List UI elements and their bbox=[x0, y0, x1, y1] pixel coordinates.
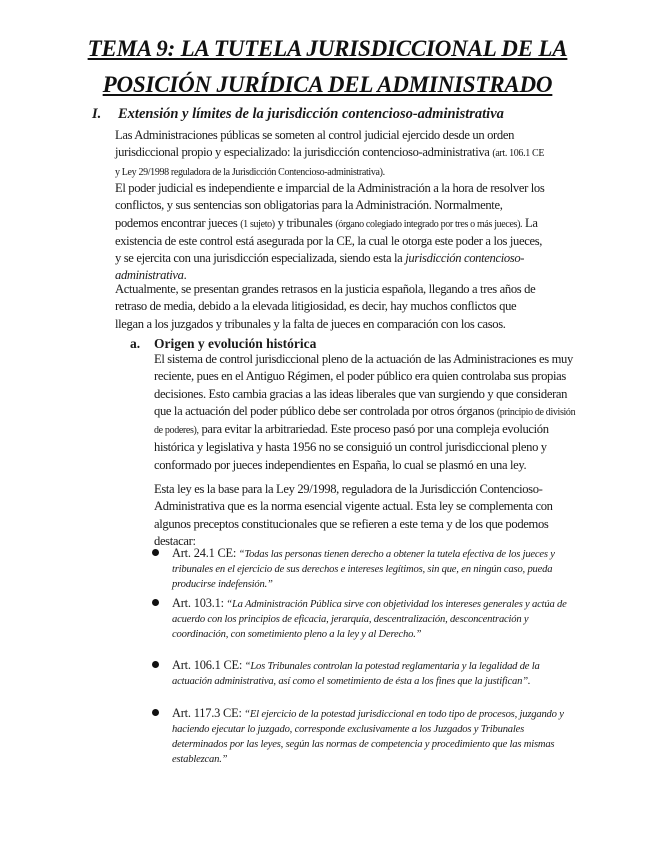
paragraph-2-text-c: La existencia de este control está asegurada por la CE, la cual le otorga este poder a los jueces, y se ejercita con una jurisdicción especializada, siendo esta la bbox=[115, 215, 543, 266]
section-title: Extensión y límites de la jurisdicción contencioso-administrativa bbox=[118, 106, 504, 122]
section-number: I. bbox=[92, 106, 102, 122]
paragraph-2-text-a: El poder judicial es independiente e imparcial de la Administración a la hora de resolver los conflictos, y sus sentencias son obligatorias para la Administración. Normalmente, podemos encontrar jueces bbox=[115, 181, 545, 230]
article-reference: Art. 103.1: bbox=[172, 596, 224, 610]
bullet-icon bbox=[152, 599, 159, 606]
paragraph-2-note-b: (órgano colegiado integrado por tres o más jueces). bbox=[335, 218, 523, 230]
paragraph-4-note: (principio de división de poderes), bbox=[154, 406, 576, 437]
paragraph-4-text-a: El sistema de control jurisdiccional pleno de la actuación de las Administraciones es muy reciente, pues en el Antiguo Régimen, el poder público era quien controlaba sus propias decisiones. Esto cambia gracias a las ideas liberales que van surgiendo y que consideran que la actuación del poder público debe ser controlada por otros órganos bbox=[154, 352, 573, 418]
paragraph-2-end: . bbox=[183, 268, 187, 283]
paragraph-2-italic-term: jurisdicción contencioso-administrativa bbox=[115, 251, 525, 283]
paragraph-5: Esta ley es la base para la Ley 29/1998, reguladora de la Jurisdicción Contencioso- Administrativa que es la norma esencial vigente actual. Esta ley se complementa con algunos preceptos constitucionales que se refieren a este tema y de los que podemos destacar: bbox=[154, 482, 553, 548]
paragraph-4-text-b: para evitar la arbitrariedad. Este proceso pasó por una compleja evolución histórica y legislativa y hasta 1956 no se consiguió un control jurisdiccional pleno y conformado por jueces independientes en España, lo cual se plasmó en una ley. bbox=[154, 422, 549, 472]
paragraph-1-text: Las Administraciones públicas se someten al control judicial ejercido desde un orden jurisdiccional propio y especializado: la jurisdicción contencioso-administrativa bbox=[115, 128, 515, 160]
list-item bbox=[172, 658, 577, 689]
list-item bbox=[172, 596, 577, 642]
list-item bbox=[172, 546, 577, 592]
bullet-icon bbox=[152, 709, 159, 716]
paragraph-2 bbox=[115, 180, 545, 285]
article-quote: “Los Tribunales controlan la potestad reglamentaria y la legalidad de la actuación administrativa, así como el sometimiento de ésta a los fines que la justifican”. bbox=[172, 661, 540, 687]
list-item bbox=[172, 706, 577, 767]
article-quote: “La Administración Pública sirve con objetividad los intereses generales y actúa de acuerdo con los principios de eficacia, jerarquía, descentralización, desconcentración y coordinación, con sometimiento pleno a la ley y al Derecho.” bbox=[172, 599, 567, 640]
article-reference: Art. 106.1 CE: bbox=[172, 658, 243, 672]
document-title-line-2: POSICIÓN JURÍDICA DEL ADMINISTRADO bbox=[102, 72, 553, 97]
article-reference: Art. 24.1 CE: bbox=[172, 546, 237, 560]
article-quote: “Todas las personas tienen derecho a obtener la tutela efectiva de los jueces y tribunales en el ejercicio de sus derechos e intereses legítimos, sin que, en ningún caso, pueda producirse indefensión.” bbox=[172, 549, 555, 590]
paragraph-4 bbox=[154, 351, 577, 474]
document-title-line-1: TEMA 9: LA TUTELA JURISDICCIONAL DE LA bbox=[87, 36, 568, 61]
article-quote: “El ejercicio de la potestad jurisdiccional en todo tipo de procesos, juzgando y haciendo ejecutar lo juzgado, corresponde exclusivamente a los Juzgados y Tribunales determinados por las leyes, según las normas de competencia y procedimiento que las mismas establezcan.” bbox=[172, 709, 564, 765]
paragraph-2-text-b: y tribunales bbox=[277, 215, 333, 230]
subsection-title: Origen y evolución histórica bbox=[154, 336, 317, 351]
bullet-icon bbox=[152, 661, 159, 668]
article-reference: Art. 117.3 CE: bbox=[172, 706, 242, 720]
paragraph-1 bbox=[115, 127, 545, 181]
subsection-heading bbox=[130, 336, 316, 352]
subsection-letter: a. bbox=[130, 336, 141, 351]
bullet-icon bbox=[152, 549, 159, 556]
section-heading bbox=[92, 106, 504, 123]
paragraph-3: Actualmente, se presentan grandes retrasos en la justicia española, llegando a tres años de retraso de media, debido a la elevada litigiosidad, es decir, hay muchos conflictos que llegan a los juzgados y tribunales y la falta de jueces en comparación con los casos. bbox=[115, 282, 536, 331]
paragraph-1-reference: (art. 106.1 CE y Ley 29/1998 reguladora de la Jurisdicción Contencioso-administrativa). bbox=[115, 148, 545, 178]
paragraph-2-note-a: (1 sujeto) bbox=[240, 218, 275, 230]
